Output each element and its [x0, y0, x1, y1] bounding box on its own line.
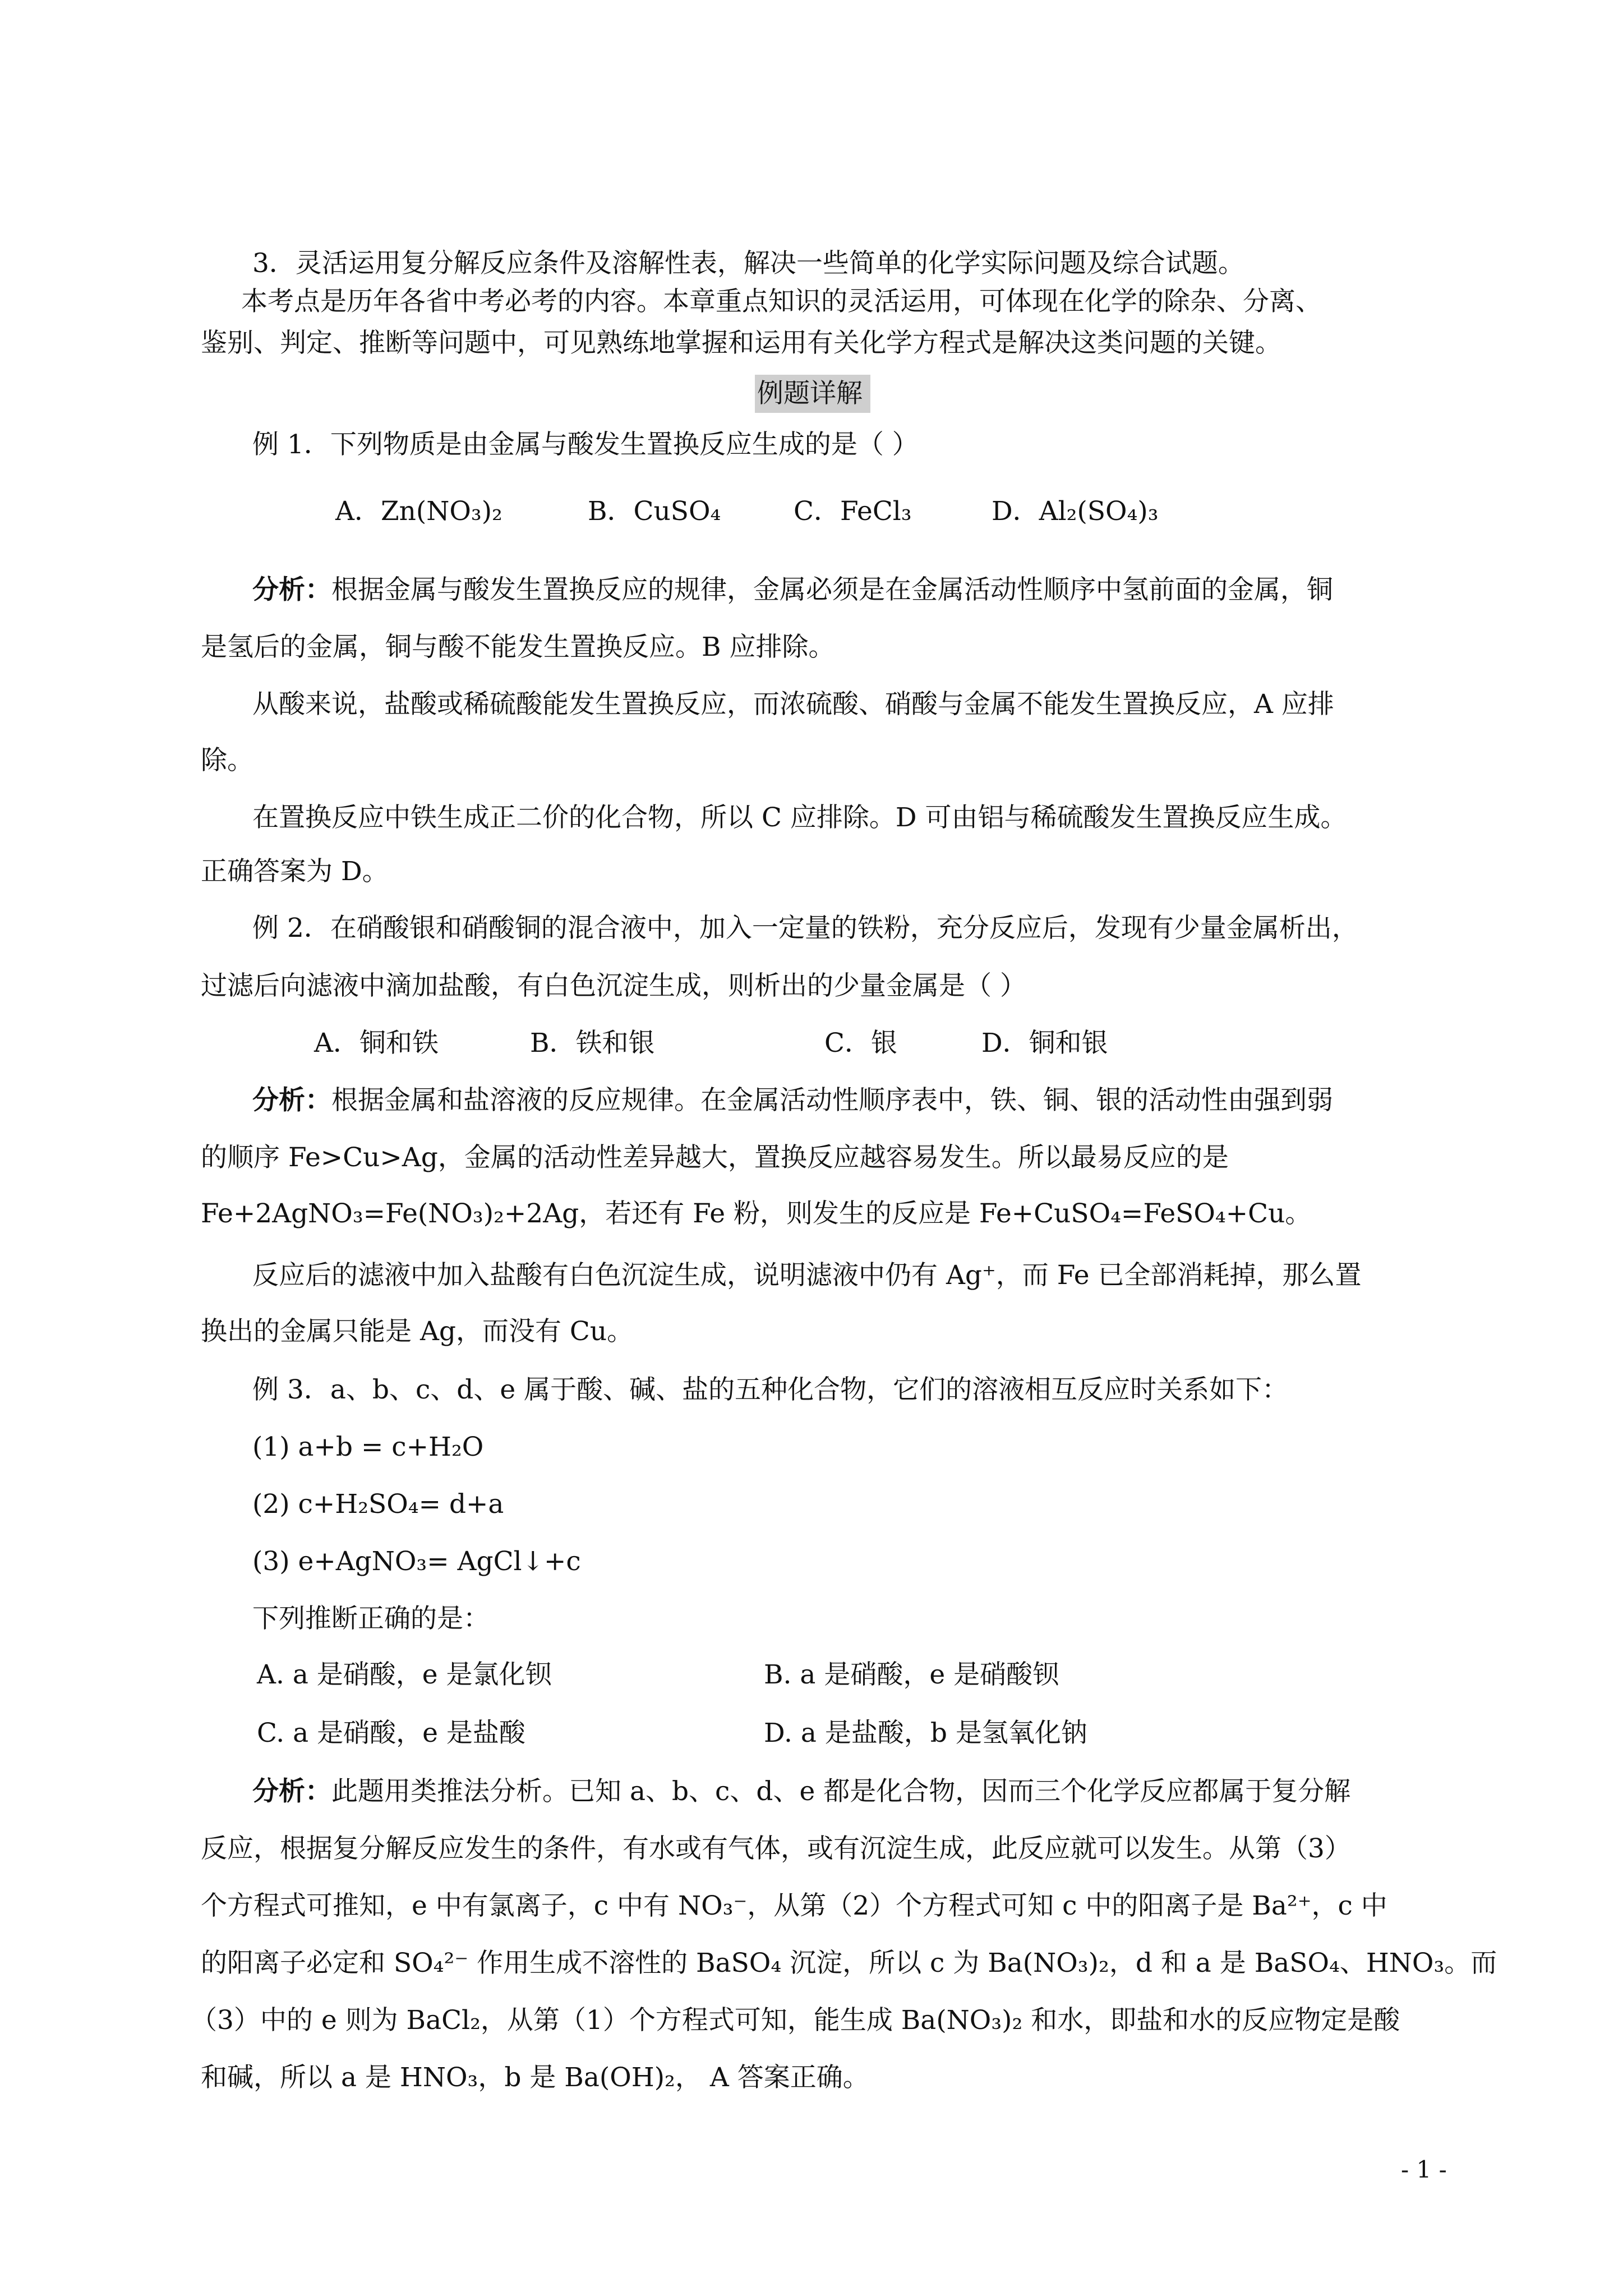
ex3-analysis-line-3: 个方程式可推知，e 中有氯离子，c 中有 NO₃⁻，从第（2）个方程式可知 c 中的阳离子是 Ba²⁺，c 中	[201, 1890, 1387, 1921]
ex1-analysis-line-6: 正确答案为 D。	[201, 856, 389, 887]
ex1-analysis-line-2: 是氢后的金属，铜与酸不能发生置换反应。B 应排除。	[201, 632, 835, 662]
ex3-equation-1: (1) a+b = c+H₂O	[252, 1432, 484, 1462]
ex3-option-b: B. a 是硝酸，e 是硝酸钡	[764, 1659, 1059, 1690]
ex1-option-c: C．FeCl₃	[794, 496, 912, 527]
ex2-option-a: A．铜和铁	[314, 1028, 439, 1059]
ex3-option-d: D. a 是盐酸，b 是氢氧化钠	[764, 1718, 1087, 1749]
ex2-question-line-2: 过滤后向滤液中滴加盐酸，有白色沉淀生成，则析出的少量金属是（ ）	[201, 970, 1026, 1001]
ex3-analysis-line-4: 的阳离子必定和 SO₄²⁻ 作用生成不溶性的 BaSO₄ 沉淀，所以 c 为 Ba(NO₃)₂，d 和 a 是 BaSO₄、HNO₃。而	[201, 1948, 1497, 1978]
ex1-analysis-line-1: 分析：根据金属与酸发生置换反应的规律，金属必须是在金属活动性顺序中氢前面的金属，铜	[252, 574, 1333, 605]
ex3-analysis-line-5: （3）中的 e 则为 BaCl₂，从第（1）个方程式可知，能生成 Ba(NO₃)₂ 和水，即盐和水的反应物定是酸	[191, 2005, 1400, 2036]
ex3-analysis-line-2: 反应，根据复分解反应发生的条件，有水或有气体，或有沉淀生成，此反应就可以发生。从第（3）	[201, 1833, 1351, 1864]
ex1-question: 例 1．下列物质是由金属与酸发生置换反应生成的是（ ）	[252, 429, 919, 460]
ex2-option-c: C．银	[824, 1028, 897, 1059]
intro-line-1: 3．灵活运用复分解反应条件及溶解性表，解决一些简单的化学实际问题及综合试题。	[252, 248, 1244, 279]
ex3-option-c: C. a 是硝酸，e 是盐酸	[257, 1718, 525, 1749]
ex3-analysis-line-6: 和碱，所以 a 是 HNO₃，b 是 Ba(OH)₂， A 答案正确。	[201, 2062, 869, 2093]
ex3-analysis-label: 分析：	[252, 1776, 331, 1807]
ex1-analysis-label: 分析：	[252, 574, 331, 605]
ex1-option-b: B．CuSO₄	[588, 496, 721, 527]
ex2-analysis-line-3: Fe+2AgNO₃=Fe(NO₃)₂+2Ag，若还有 Fe 粉，则发生的反应是 Fe+CuSO₄=FeSO₄+Cu。	[201, 1198, 1312, 1229]
intro-line-3: 鉴别、判定、推断等问题中，可见熟练地掌握和运用有关化学方程式是解决这类问题的关键。	[201, 328, 1281, 358]
ex1-analysis-line-3: 从酸来说，盐酸或稀硫酸能发生置换反应，而浓硫酸、硝酸与金属不能发生置换反应，A 应排	[252, 689, 1334, 720]
intro-line-2: 本考点是历年各省中考必考的内容。本章重点知识的灵活运用，可体现在化学的除杂、分离、	[241, 286, 1322, 317]
ex2-analysis-line-5: 换出的金属只能是 Ag，而没有 Cu。	[201, 1316, 634, 1347]
ex1-analysis-line-4: 除。	[201, 745, 253, 776]
ex3-option-a: A. a 是硝酸，e 是氯化钡	[257, 1659, 552, 1690]
ex2-question-line-1: 例 2．在硝酸银和硝酸铜的混合液中，加入一定量的铁粉，充分反应后，发现有少量金属析出，	[252, 913, 1358, 944]
ex3-equation-2: (2) c+H₂SO₄= d+a	[252, 1489, 504, 1520]
page-number: - 1 -	[1401, 2156, 1447, 2183]
ex3-question: 例 3．a、b、c、d、e 属于酸、碱、盐的五种化合物，它们的溶液相互反应时关系如下：	[252, 1374, 1289, 1405]
ex2-option-b: B．铁和银	[530, 1028, 655, 1059]
ex3-equation-3: (3) e+AgNO₃= AgCl↓+c	[252, 1546, 581, 1577]
ex1-option-a: A．Zn(NO₃)₂	[335, 496, 502, 527]
ex3-analysis-line-1: 分析：此题用类推法分析。已知 a、b、c、d、e 都是化合物，因而三个化学反应都属于复分解	[252, 1776, 1351, 1807]
ex3-prompt: 下列推断正确的是：	[252, 1603, 490, 1634]
section-title: 例题详解	[757, 378, 863, 409]
ex2-analysis-line-2: 的顺序 Fe>Cu>Ag，金属的活动性差异越大，置换反应越容易发生。所以最易反应的是	[201, 1142, 1229, 1173]
ex2-option-d: D．铜和银	[981, 1028, 1108, 1059]
ex2-analysis-line-1: 分析：根据金属和盐溶液的反应规律。在金属活动性顺序表中，铁、铜、银的活动性由强到弱	[252, 1085, 1333, 1116]
ex1-analysis-line-5: 在置换反应中铁生成正二价的化合物，所以 C 应排除。D 可由铝与稀硫酸发生置换反应生成。	[252, 802, 1347, 833]
ex1-option-d: D．Al₂(SO₄)₃	[992, 496, 1159, 527]
ex2-analysis-line-4: 反应后的滤液中加入盐酸有白色沉淀生成，说明滤液中仍有 Ag⁺，而 Fe 已全部消耗掉，那么置	[252, 1260, 1362, 1291]
ex2-analysis-label: 分析：	[252, 1085, 331, 1116]
